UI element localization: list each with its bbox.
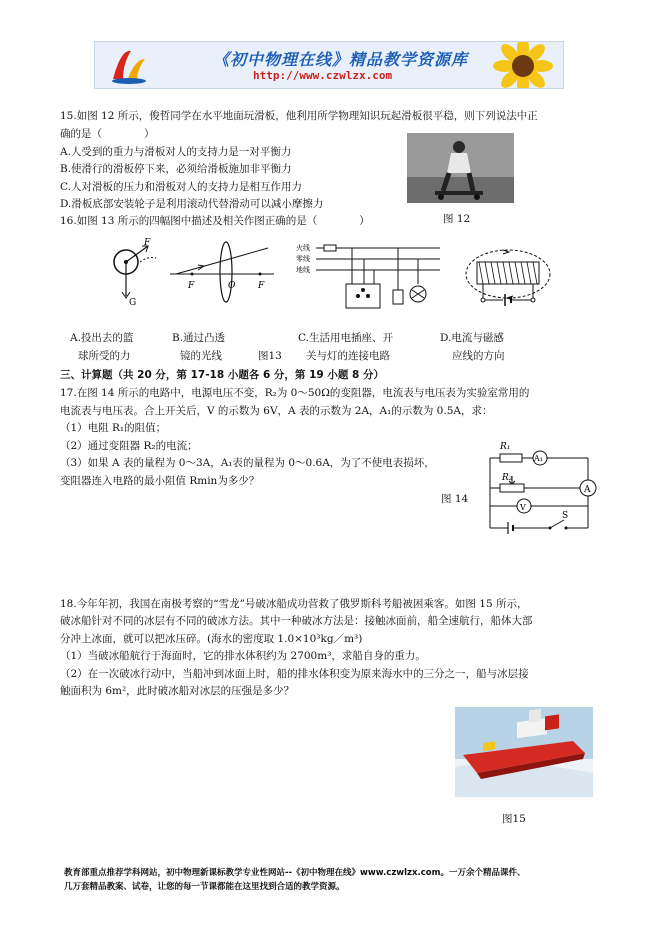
- q16-option-a-cont: 球所受的力: [78, 350, 131, 362]
- footer-line-2: 几万套精品教案、试卷，让您的每一节课都能在这里找到合适的教学资源。: [64, 882, 345, 892]
- q18-stem-cont: 破冰船针对不同的冰层有不同的破冰方法。其中一种破冰方法是：接触冰面前，船全速航行，船体大部: [60, 615, 533, 627]
- focus-right-label: F: [258, 281, 265, 291]
- q18-part-1: （1）当破冰船航行于海面时，它的排水体积约为 2700m³，求船自身的重力。: [60, 650, 426, 662]
- section-heading: 三、计算题（共 20 分，第 17-18 小题各 6 分，第 19 小题 8 分）: [60, 369, 384, 381]
- neutral-wire-label: 零线: [296, 255, 310, 263]
- q15-option-b: B.使滑行的滑板停下来，必须给滑板施加非平衡力: [60, 163, 292, 175]
- q17-part-3: （3）如果 A 表的量程为 0～3A，A₁表的量程为 0～0.6A，为了不使电表损坏，: [60, 457, 435, 469]
- q18-stem-cont-2: 分冲上冰面，就可以把冰压碎。(海水的密度取 1.0×10³kg／m³): [60, 633, 363, 645]
- footer-line-1: 教育部重点推荐学科网站，初中物理新课标教学专业性网站--《初中物理在线》www.czwlzx.com。一万余个精品课件、: [64, 868, 526, 878]
- q15-stem: 15.如图 12 所示，俊哲同学在水平地面玩滑板，他利用所学物理知识玩起滑板很平稳，则下列说法中正: [60, 110, 538, 122]
- figure-14-circuit: [478, 436, 606, 536]
- figure-13c-circuit: [294, 240, 444, 312]
- q16-option-d: D.电流与磁感: [440, 332, 504, 344]
- logo-icon: [109, 45, 149, 85]
- figure-12-caption: 图 12: [443, 213, 471, 225]
- q16-option-a: A.投出去的篮: [70, 332, 134, 344]
- banner-title: 《初中物理在线》精品教学资源库: [213, 50, 469, 69]
- figure-15-caption: 图15: [502, 813, 526, 825]
- q15-stem-cont: 确的是（ ）: [60, 128, 155, 140]
- q17-stem: 17.在图 14 所示的电路中，电源电压不变，R₂为 0～50Ω的变阻器，电流表与电压表为实验室常用的: [60, 387, 530, 399]
- q17-part-3-cont: 变阻器连入电路的最小阻值 Rmin为多少？: [60, 475, 260, 487]
- q15-option-d: D.滑板底部安装轮子是利用滚动代替滑动可以减小摩擦力: [60, 198, 324, 210]
- live-wire-label: 火线: [296, 244, 310, 252]
- q18-stem: 18.今年年初，我国在南极考察的“雪龙”号破冰船成功营救了俄罗斯科考船被困乘客。如图 15 所示，: [60, 598, 528, 610]
- voltmeter-label: V: [520, 503, 526, 512]
- skateboard-photo: [407, 133, 514, 203]
- q17-stem-cont: 电流表与电压表。合上开关后，V 的示数为 6V，A 表的示数为 2A，A₁的示数为 0.5A，求：: [60, 405, 493, 417]
- q16-option-c-cont: 关与灯的连接电路: [306, 350, 390, 362]
- figure-14-caption: 图 14: [441, 493, 469, 505]
- q16-stem: 16.如图 13 所示的四幅图中描述及相关作图正确的是（ ）: [60, 215, 370, 227]
- q15-option-a: A.人受到的重力与滑板对人的支持力是一对平衡力: [60, 146, 292, 158]
- r1-label: R₁: [500, 442, 511, 452]
- q18-part-2-cont: 触面积为 6m²，此时破冰船对冰层的压强是多少？: [60, 685, 295, 697]
- ground-wire-label: 地线: [296, 266, 310, 274]
- figure-13b-lens: [168, 238, 276, 304]
- lens-center-label: O: [228, 281, 236, 291]
- q16-option-c: C.生活用电插座、开: [298, 332, 393, 344]
- figure-13a-basketball: [104, 236, 164, 308]
- q17-part-2: （2）通过变阻器 R₂的电流；: [60, 440, 198, 452]
- figure-13d-solenoid: [463, 240, 553, 310]
- q16-option-b: B.通过凸透: [172, 332, 226, 344]
- force-label: F: [144, 238, 151, 248]
- q15-option-c: C.人对滑板的压力和滑板对人的支持力是相互作用力: [60, 181, 302, 193]
- figure-13-caption: 图13: [258, 350, 282, 362]
- switch-label: S: [562, 511, 569, 521]
- header-banner: [94, 41, 564, 89]
- sunflower-icon: [483, 41, 563, 89]
- q18-part-2: （2）在一次破冰行动中，当船冲到冰面上时，船的排水体积变为原来海水中的三分之一，船与冰层接: [60, 668, 529, 680]
- q16-option-d-cont: 应线的方向: [452, 350, 505, 362]
- ammeter-a-label: A: [584, 485, 591, 495]
- q16-option-b-cont: 镜的光线: [180, 350, 222, 362]
- q17-part-1: （1）电阻 R₁的阻值；: [60, 422, 167, 434]
- banner-url: http://www.czwlzx.com: [253, 69, 393, 82]
- icebreaker-photo: [455, 707, 593, 797]
- ammeter-a1-label: A₁: [534, 454, 543, 463]
- r2-label: R₂: [502, 473, 513, 483]
- focus-left-label: F: [188, 281, 195, 291]
- gravity-label: G: [129, 298, 137, 308]
